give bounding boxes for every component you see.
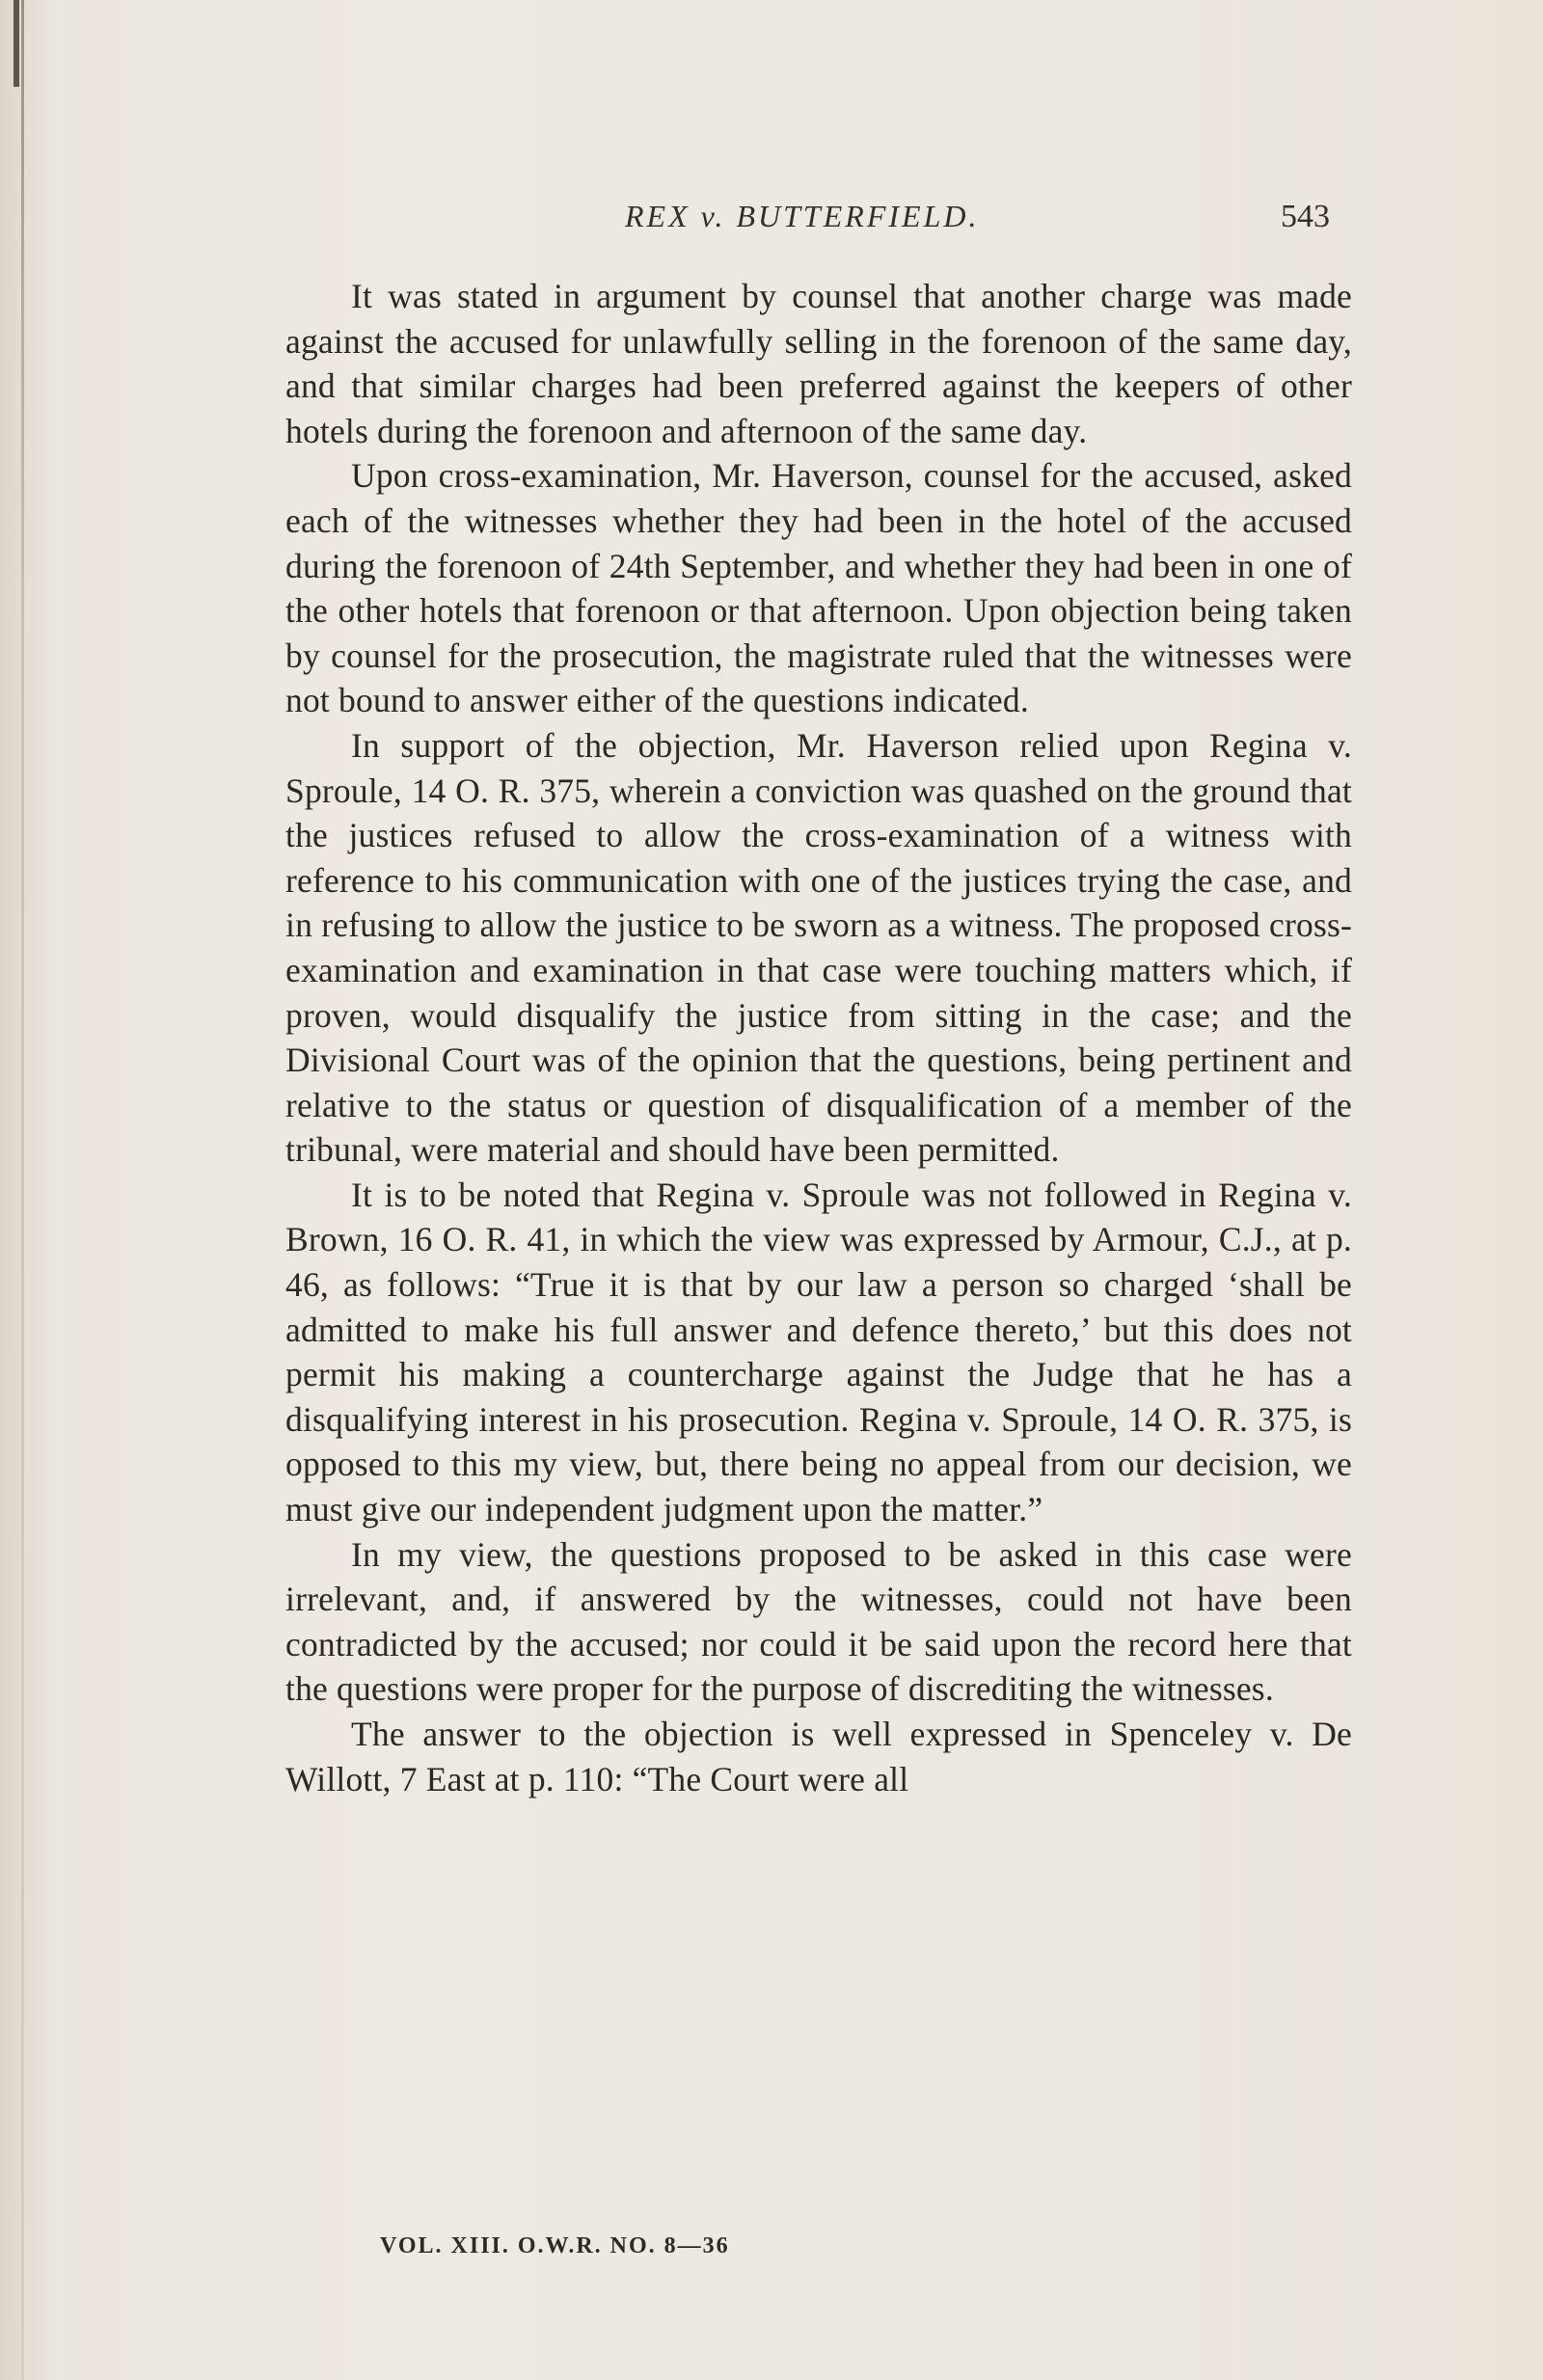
paragraph: It was stated in argument by counsel that another charge was made against the accused for unlawfully selling in the forenoon of the same day, and that similar charges had been preferred against the keepers of other hotels during the forenoon and afternoon of the same day. bbox=[285, 277, 1352, 450]
running-head bbox=[0, 199, 1543, 237]
paragraph: In support of the objection, Mr. Haverson relied upon Regina v. Sproule, 14 O. R. 375, wherein a conviction was quashed on the ground that the justices refused to allow the cross-examination of a witness with reference to his communication with one of the justices trying the case, and in refusing to allow the justice to be sworn as a witness. The proposed cross-examination and examination in that case were touching matters which, if proven, would disqualify the justice from sitting in the case; and the Divisional Court was of the opinion that the questions, being pertinent and relative to the status or question of disqualification of a member of the tribunal, were material and should have been permitted. bbox=[285, 725, 1352, 1170]
running-title: REX v. BUTTERFIELD. bbox=[625, 199, 980, 233]
binding-gutter bbox=[21, 0, 24, 2380]
page-number: 543 bbox=[1281, 199, 1330, 234]
paragraph: The answer to the objection is well expressed in Spenceley v. De Willott, 7 East at p. 110: “The Court were all bbox=[285, 1715, 1352, 1799]
printer-signature: VOL. XIII. O.W.R. NO. 8—36 bbox=[380, 2233, 730, 2258]
body-text bbox=[285, 274, 1352, 1801]
paragraph: In my view, the questions proposed to be asked in this case were irrelevant, and, if answered by the witnesses, could not have been contradicted by the accused; nor could it be said upon the record here that the questions were proper for the purpose of discrediting the witnesses. bbox=[285, 1534, 1352, 1709]
binding-edge-mark bbox=[14, 0, 19, 87]
paragraph: Upon cross-examination, Mr. Haverson, counsel for the accused, asked each of the witnesses whether they had been in the hotel of the accused during the forenoon of 24th September, and whether they had been in one of the other hotels that forenoon or that afternoon. Upon objection being taken by counsel for the prosecution, the magistrate ruled that the witnesses were not bound to answer either of the questions indicated. bbox=[285, 456, 1352, 720]
paragraph: It is to be noted that Regina v. Sproule was not followed in Regina v. Brown, 16 O. R. 41, in which the view was expressed by Armour, C.J., at p. 46, as follows: “True it is that by our law a person so charged ‘shall be admitted to make his full answer and defence thereto,’ but this does not permit his making a countercharge against the Judge that he has a disqualifying interest in his prosecution. Regina v. Sproule, 14 O. R. 375, is opposed to this my view, but, there being no appeal from our decision, we must give our independent judgment upon the matter.” bbox=[285, 1175, 1352, 1529]
